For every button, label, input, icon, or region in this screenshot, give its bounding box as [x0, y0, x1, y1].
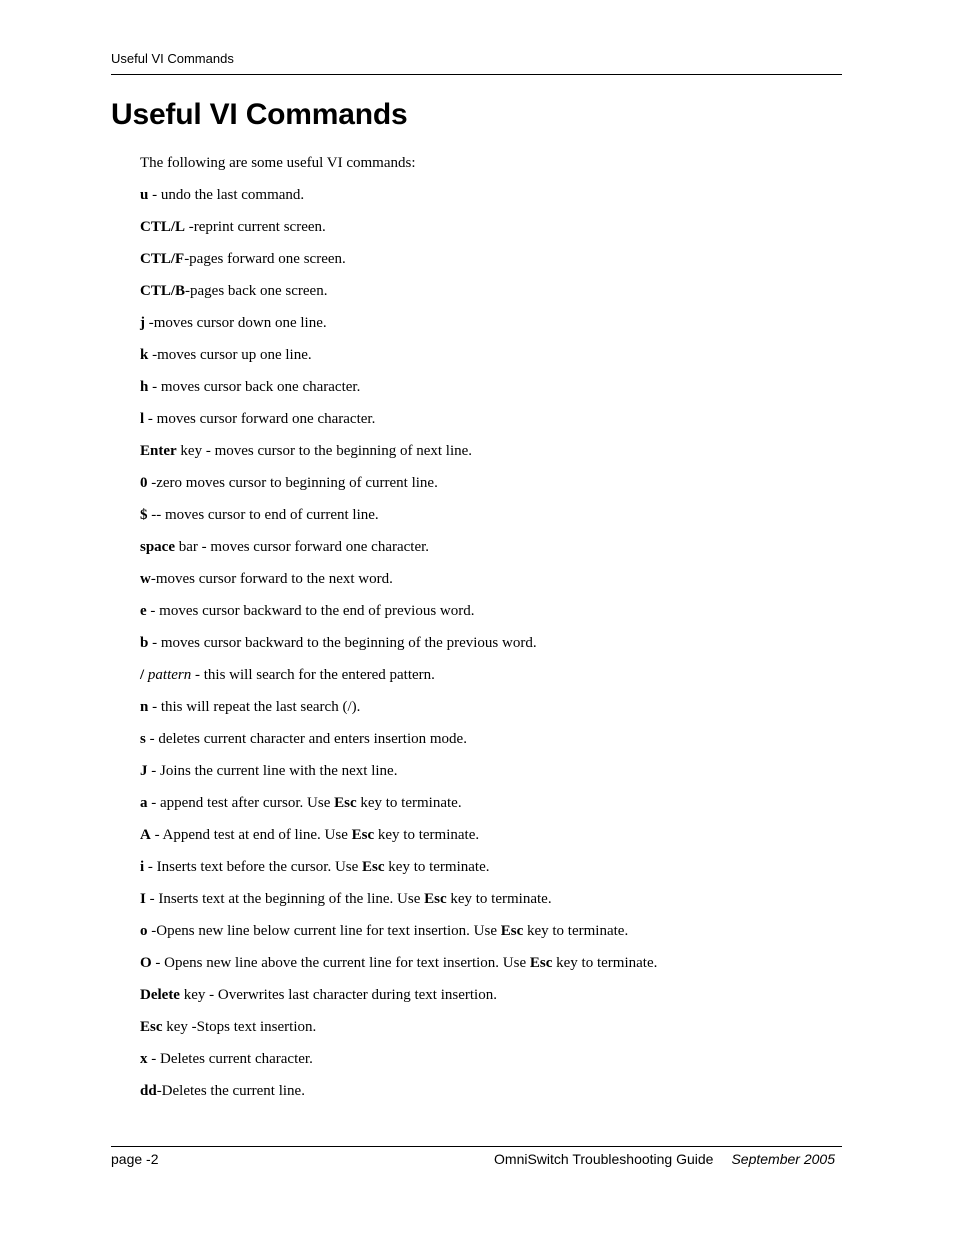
- command-item: [140, 538, 657, 570]
- command-key: j: [140, 315, 145, 331]
- command-description: - Inserts text before the cursor. Use: [144, 859, 363, 875]
- command-key: n: [140, 699, 149, 715]
- command-key: A: [140, 827, 151, 843]
- command-item: [140, 250, 657, 282]
- command-key: b: [140, 635, 149, 651]
- command-description: bar - moves cursor forward one character.: [175, 539, 430, 555]
- command-key: l: [140, 411, 145, 427]
- command-key: h: [140, 379, 149, 395]
- command-key: o: [140, 923, 148, 939]
- footer-rule: [111, 1146, 842, 1147]
- command-description: - moves cursor forward one character.: [144, 411, 376, 427]
- command-description: - Inserts text at the beginning of the line. Use: [145, 891, 425, 907]
- command-key: u: [140, 187, 149, 203]
- command-description: - moves cursor back one character.: [148, 379, 361, 395]
- guide-title: OmniSwitch Troubleshooting Guide: [494, 1151, 714, 1167]
- command-description: key - Overwrites last character during text insertion.: [179, 987, 497, 1003]
- command-description: key - moves cursor to the beginning of next line.: [176, 443, 473, 459]
- command-item: [140, 922, 657, 954]
- command-key-secondary: Esc: [529, 955, 553, 971]
- command-item: [140, 410, 657, 442]
- command-description-tail: key to terminate.: [446, 891, 552, 907]
- page-number: page -2: [111, 1151, 159, 1167]
- command-key: J: [140, 763, 148, 779]
- command-key: I: [140, 891, 146, 907]
- command-key: dd: [140, 1083, 157, 1099]
- command-description: -moves cursor down one line.: [145, 315, 327, 331]
- command-key: $: [140, 507, 148, 523]
- running-header: Useful VI Commands: [111, 51, 234, 66]
- command-description: - moves cursor backward to the end of previous word.: [146, 603, 475, 619]
- command-key: CTL/L: [140, 219, 186, 235]
- command-description: - Joins the current line with the next line.: [147, 763, 398, 779]
- command-key: CTL/F: [140, 251, 185, 267]
- command-description: -zero moves cursor to beginning of current line.: [147, 475, 438, 491]
- command-description: - Append test at end of line. Use: [150, 827, 352, 843]
- command-key-secondary: Esc: [334, 795, 357, 811]
- intro-text: The following are some useful VI commands:: [140, 155, 416, 171]
- command-description: -pages back one screen.: [185, 283, 328, 299]
- command-description: -pages forward one screen.: [184, 251, 346, 267]
- command-description: -Deletes the current line.: [156, 1083, 305, 1099]
- command-item: [140, 1050, 657, 1082]
- command-item: [140, 602, 657, 634]
- command-item: [140, 1018, 657, 1050]
- command-key: /: [140, 667, 148, 683]
- command-description-tail: key to terminate.: [384, 859, 490, 875]
- command-item: [140, 314, 657, 346]
- command-description-tail: key to terminate.: [374, 827, 480, 843]
- command-item: [140, 378, 657, 410]
- command-key: e: [140, 603, 147, 619]
- command-key: space: [140, 539, 175, 555]
- command-item: [140, 826, 657, 858]
- command-item: [140, 698, 657, 730]
- command-description: - moves cursor backward to the beginning of the previous word.: [148, 635, 537, 651]
- header-rule: [111, 74, 842, 75]
- command-key: x: [140, 1051, 148, 1067]
- command-item: [140, 730, 657, 762]
- command-description: - this will repeat the last search (/).: [148, 699, 361, 715]
- command-key-secondary: Esc: [362, 859, 385, 875]
- command-item: [140, 986, 657, 1018]
- command-item: [140, 634, 657, 666]
- command-item: [140, 506, 657, 538]
- command-description: key -Stops text insertion.: [162, 1019, 317, 1035]
- command-key-secondary: Esc: [500, 923, 524, 939]
- command-item: [140, 570, 657, 602]
- command-description: - undo the last command.: [148, 187, 305, 203]
- command-item: [140, 474, 657, 506]
- command-description-tail: key to terminate.: [356, 795, 462, 811]
- command-item: [140, 218, 657, 250]
- command-item: [140, 186, 657, 218]
- command-description: -moves cursor forward to the next word.: [150, 571, 393, 587]
- command-item: [140, 762, 657, 794]
- command-key-secondary: Esc: [351, 827, 375, 843]
- command-key: k: [140, 347, 149, 363]
- command-description: - this will search for the entered pattern.: [191, 667, 435, 683]
- footer-info: [494, 1151, 835, 1167]
- command-description: -- moves cursor to end of current line.: [147, 507, 379, 523]
- command-key: s: [140, 731, 146, 747]
- command-description-tail: key to terminate.: [523, 923, 629, 939]
- command-item: [140, 954, 657, 986]
- command-description: - Deletes current character.: [147, 1051, 313, 1067]
- command-key: Delete: [140, 987, 180, 1003]
- command-key-secondary: Esc: [424, 891, 447, 907]
- command-description: -moves cursor up one line.: [148, 347, 312, 363]
- command-key: Esc: [140, 1019, 163, 1035]
- command-key: w: [140, 571, 151, 587]
- command-item: [140, 346, 657, 378]
- command-item: [140, 442, 657, 474]
- command-key: 0: [140, 475, 148, 491]
- command-key: O: [140, 955, 152, 971]
- command-item: [140, 890, 657, 922]
- command-description: - deletes current character and enters insertion mode.: [145, 731, 467, 747]
- command-item: [140, 1082, 657, 1114]
- command-description-tail: key to terminate.: [552, 955, 658, 971]
- command-key: CTL/B: [140, 283, 186, 299]
- command-key: Enter: [140, 443, 177, 459]
- command-description: -Opens new line below current line for text insertion. Use: [147, 923, 501, 939]
- command-item: [140, 858, 657, 890]
- command-description: - append test after cursor. Use: [147, 795, 335, 811]
- commands-container: [140, 186, 657, 1114]
- command-item: [140, 666, 657, 698]
- command-item: [140, 282, 657, 314]
- command-description: - Opens new line above the current line for text insertion. Use: [151, 955, 530, 971]
- command-argument: pattern: [147, 667, 192, 683]
- page-title: Useful VI Commands: [111, 98, 408, 131]
- command-key: i: [140, 859, 145, 875]
- command-description: -reprint current screen.: [185, 219, 326, 235]
- command-item: [140, 794, 657, 826]
- command-list: [140, 154, 657, 1114]
- command-key: a: [140, 795, 148, 811]
- publication-date: September 2005: [731, 1151, 835, 1167]
